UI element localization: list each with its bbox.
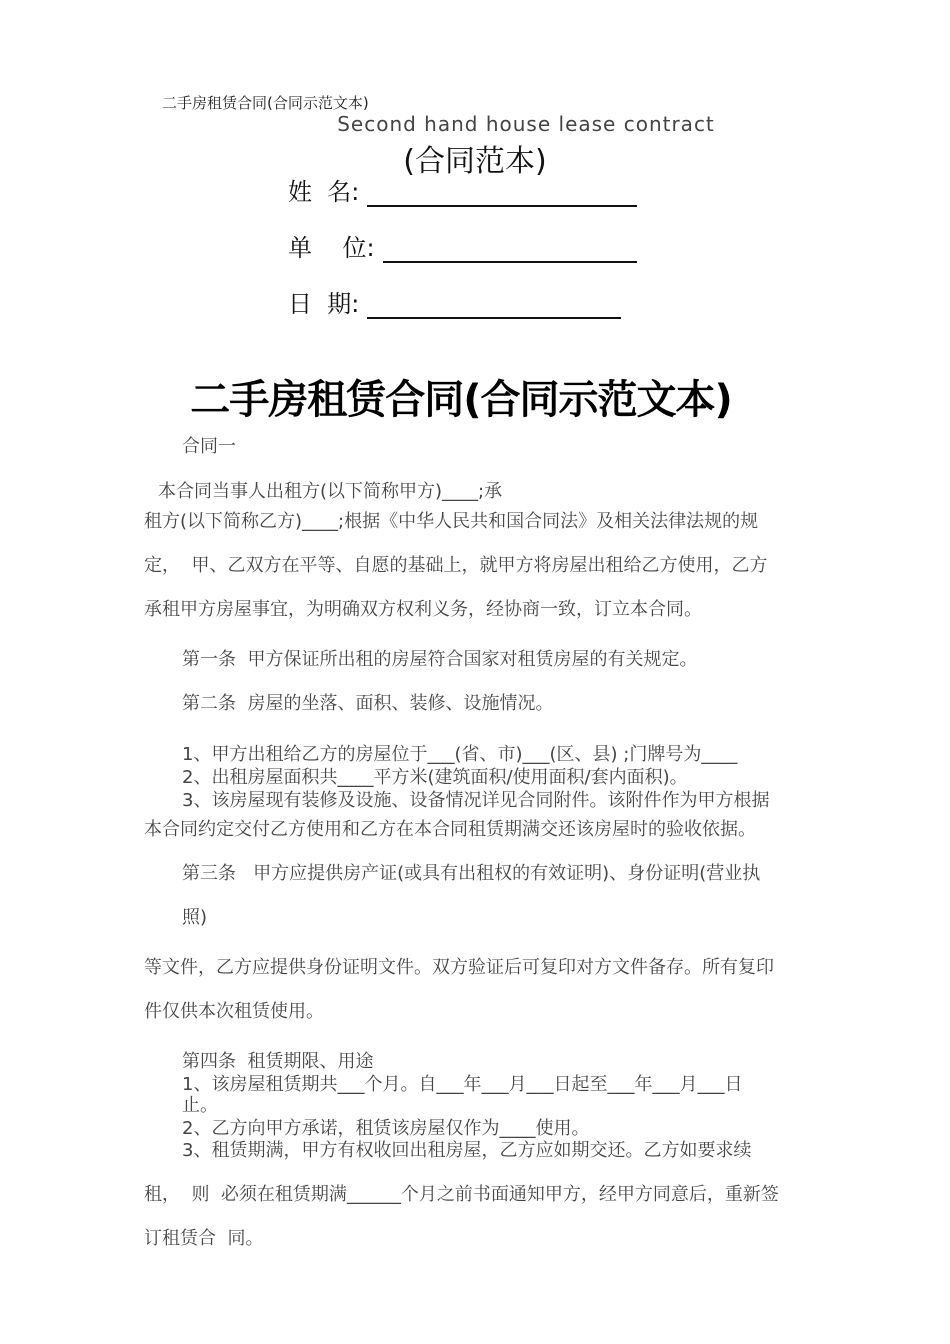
date-label: 日 期: xyxy=(288,290,360,318)
paragraph-line: 租， 则 必须在租赁期满______个月之前书面通知甲方，经甲方同意后，重新签 xyxy=(144,1184,779,1205)
paragraph-line: 等文件，乙方应提供身份证明文件。双方验证后可复印对方文件备存。所有复印 xyxy=(144,957,774,978)
article-3: 第三条 甲方应提供房产证(或具有出租权的有效证明)、身份证明(营业执 xyxy=(182,863,761,884)
paragraph-line: 本合同当事人出租方(以下简称甲方)____;承 xyxy=(158,481,503,502)
contract-heading: 合同一 xyxy=(182,436,236,457)
cover-subtitle: (合同范本) xyxy=(403,144,547,179)
paragraph-line: 2、乙方向甲方承诺，租赁该房屋仅作为____使用。 xyxy=(182,1118,590,1139)
article-2: 第二条 房屋的坐落、面积、装修、设施情况。 xyxy=(182,693,554,714)
article-1: 第一条 甲方保证所出租的房屋符合国家对租赁房屋的有关规定。 xyxy=(182,649,698,670)
date-line xyxy=(367,293,621,319)
name-label: 姓 名: xyxy=(288,178,360,206)
paragraph-line: 2、出租房屋面积共____平方米(建筑面积/使用面积/套内面积)。 xyxy=(182,767,688,788)
paragraph-line: 定， 甲、乙双方在平等、自愿的基础上，就甲方将房屋出租给乙方使用，乙方 xyxy=(144,555,768,576)
name-field xyxy=(288,172,637,207)
paragraph-line: 本合同约定交付乙方使用和乙方在本合同租赁期满交还该房屋时的验收依据。 xyxy=(144,819,756,840)
unit-label: 单 位: xyxy=(288,234,375,262)
unit-field xyxy=(288,228,637,263)
paragraph-line: 订租赁合 同。 xyxy=(144,1228,264,1249)
english-title: Second hand house lease contract xyxy=(337,112,715,136)
name-line xyxy=(367,181,637,207)
paragraph-line: 承租甲方房屋事宜，为明确双方权利义务，经协商一致，订立本合同。 xyxy=(144,599,702,620)
paragraph-line: 3、租赁期满，甲方有权收回出租房屋，乙方应如期交还。乙方如要求续 xyxy=(182,1140,752,1161)
paragraph-line: 3、该房屋现有装修及设施、设备情况详见合同附件。该附件作为甲方根据 xyxy=(182,790,770,811)
date-field xyxy=(288,284,621,319)
paragraph-line: 止。 xyxy=(182,1095,218,1116)
paragraph-line: 1、甲方出租给乙方的房屋位于___(省、市)___(区、县) ;门牌号为____ xyxy=(182,744,738,765)
main-title: 二手房租赁合同(合同示范文本) xyxy=(190,377,732,423)
paragraph-line: 1、该房屋租赁期共___个月。自___年___月___日起至___年___月___日 xyxy=(182,1074,743,1095)
header-title: 二手房租赁合同(合同示范文本) xyxy=(162,94,369,112)
paragraph-line: 件仅供本次租赁使用。 xyxy=(144,1001,324,1022)
unit-line xyxy=(383,237,637,263)
paragraph-line: 租方(以下简称乙方)____;根据《中华人民共和国合同法》及相关法律法规的规 xyxy=(144,511,759,532)
paragraph-line: 照) xyxy=(182,907,208,928)
article-4: 第四条 租赁期限、用途 xyxy=(182,1051,374,1072)
